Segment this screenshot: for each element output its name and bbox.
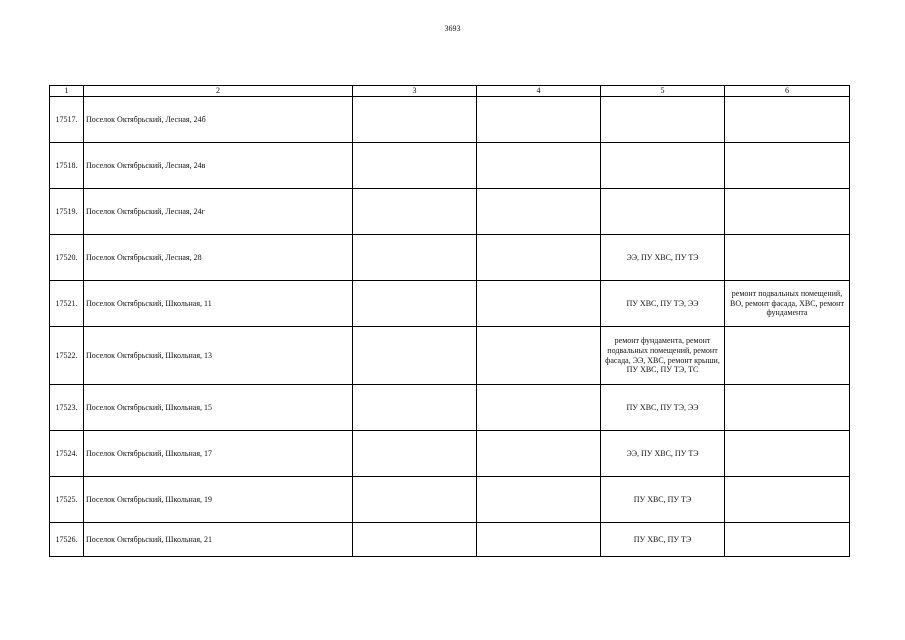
column-header-1: 1 [50,86,84,97]
row-col-4 [477,477,601,523]
row-col-3 [353,281,477,327]
row-address: Поселок Октябрьский, Школьная, 11 [84,281,353,327]
row-number: 17519. [50,189,84,235]
row-col-6 [725,385,850,431]
row-col-5: ЭЭ, ПУ ХВС, ПУ ТЭ [601,431,725,477]
row-col-4 [477,431,601,477]
column-header-3: 3 [353,86,477,97]
row-address: Поселок Октябрьский, Лесная, 28 [84,235,353,281]
table-row [50,477,850,523]
row-address: Поселок Октябрьский, Школьная, 17 [84,431,353,477]
row-address: Поселок Октябрьский, Лесная, 24б [84,97,353,143]
row-col-6 [725,523,850,557]
row-col-4 [477,327,601,385]
row-col-4 [477,523,601,557]
header-row [50,86,850,97]
row-number: 17526. [50,523,84,557]
row-number: 17517. [50,97,84,143]
row-col-4 [477,143,601,189]
register-table [49,85,850,557]
row-col-4 [477,97,601,143]
row-col-5: ЭЭ, ПУ ХВС, ПУ ТЭ [601,235,725,281]
row-col-5: ПУ ХВС, ПУ ТЭ, ЭЭ [601,281,725,327]
row-col-6 [725,477,850,523]
row-col-6: ремонт подвальных помещений, ВО, ремонт фасада, ХВС, ремонт фундамента [725,281,850,327]
row-col-3 [353,235,477,281]
row-col-3 [353,431,477,477]
row-col-5: ремонт фундамента, ремонт подвальных помещений, ремонт фасада, ЭЭ, ХВС, ремонт крыши, ПУ ХВС, ПУ ТЭ, ТС [601,327,725,385]
row-number: 17520. [50,235,84,281]
row-col-5 [601,143,725,189]
row-col-4 [477,235,601,281]
column-header-5: 5 [601,86,725,97]
column-header-4: 4 [477,86,601,97]
table-row [50,523,850,557]
row-col-3 [353,143,477,189]
row-address: Поселок Октябрьский, Школьная, 21 [84,523,353,557]
row-col-3 [353,327,477,385]
row-col-5: ПУ ХВС, ПУ ТЭ [601,523,725,557]
row-col-6 [725,97,850,143]
row-col-4 [477,385,601,431]
table-row [50,97,850,143]
row-col-3 [353,477,477,523]
row-address: Поселок Октябрьский, Школьная, 13 [84,327,353,385]
row-number: 17522. [50,327,84,385]
row-number: 17518. [50,143,84,189]
row-col-5 [601,189,725,235]
table-row [50,235,850,281]
row-col-6 [725,327,850,385]
row-col-6 [725,235,850,281]
row-col-3 [353,97,477,143]
row-col-3 [353,385,477,431]
row-col-5: ПУ ХВС, ПУ ТЭ [601,477,725,523]
row-number: 17521. [50,281,84,327]
row-col-6 [725,431,850,477]
row-number: 17525. [50,477,84,523]
row-address: Поселок Октябрьский, Школьная, 15 [84,385,353,431]
table-row [50,385,850,431]
table-row [50,189,850,235]
row-address: Поселок Октябрьский, Лесная, 24в [84,143,353,189]
table-row [50,143,850,189]
row-number: 17524. [50,431,84,477]
row-col-6 [725,143,850,189]
table-row [50,327,850,385]
table-row [50,431,850,477]
page-number: 3693 [444,24,461,33]
row-col-3 [353,523,477,557]
row-col-3 [353,189,477,235]
row-col-4 [477,189,601,235]
row-col-5: ПУ ХВС, ПУ ТЭ, ЭЭ [601,385,725,431]
column-header-6: 6 [725,86,850,97]
row-address: Поселок Октябрьский, Лесная, 24г [84,189,353,235]
row-col-4 [477,281,601,327]
row-col-5 [601,97,725,143]
column-header-2: 2 [84,86,353,97]
row-col-6 [725,189,850,235]
table-row [50,281,850,327]
row-address: Поселок Октябрьский, Школьная, 19 [84,477,353,523]
row-number: 17523. [50,385,84,431]
